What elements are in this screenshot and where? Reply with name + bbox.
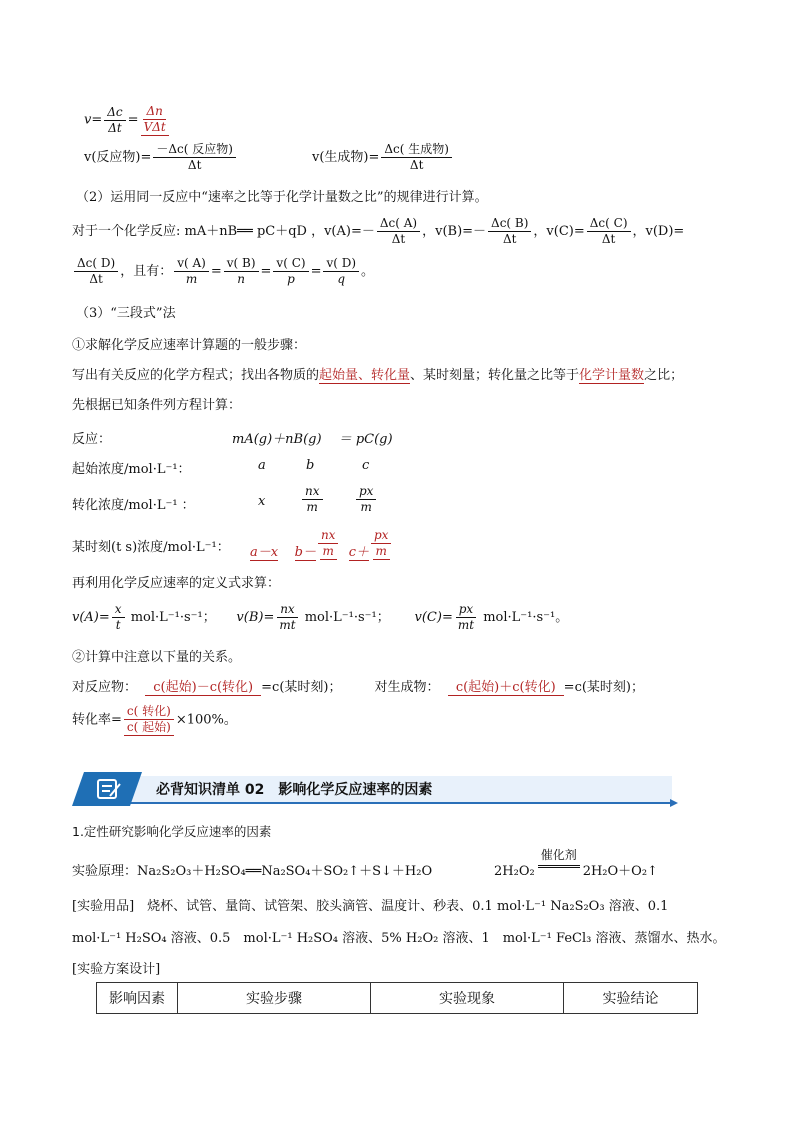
row-reaction-label: 反应：: [72, 432, 112, 447]
row-start-a: a: [258, 458, 266, 473]
table-header-row: [97, 983, 698, 1014]
row-conversion-b: $\frac{nx}{m}$: [300, 484, 325, 515]
notepad-icon: [72, 772, 142, 806]
row-reaction-equation: mA(g)＋nB(g) ＝ pC(g): [232, 432, 393, 447]
note-title: ②计算中注意以下量的关系。: [72, 650, 242, 665]
table-header-cell: 实验步骤: [178, 983, 371, 1014]
list-intro: 先根据已知条件列方程计算：: [72, 398, 242, 413]
row-conversion-label: 转化浓度/mol·L⁻¹ ：: [72, 498, 195, 513]
experiment-design-table: [96, 982, 698, 1014]
rate-ratio-line-1: 对于一个化学反应: mA＋nB══ pC＋qD ，v(A)=－ $\frac{\Delta c( A)}{\Delta t}$ ，v(B)=－ $\frac{\Delta c( B)}{\Delta t}$ ，v(C)= $\frac{\Delta c( C)}{\Delta t}$ ，v(D)=: [72, 216, 685, 246]
part-1-heading: 1.定性研究影响化学反应速率的因素: [72, 824, 272, 839]
principle-line: 实验原理：Na₂S₂O₃＋H₂SO₄══Na₂SO₄＋SO₂↑＋S↓＋H₂O: [72, 864, 433, 879]
table-header-cell: 实验结论: [564, 983, 698, 1014]
row-time-label: 某时刻(t s)浓度/mol·L⁻¹：: [72, 540, 230, 555]
row-start-c: c: [362, 458, 370, 473]
fraction-dn-vdt: $\frac{\Delta n}{\text{VΔt}}$: [141, 104, 169, 136]
rate-formulas: v(A)= $\frac{x}{t}$ mol·L⁻¹·s⁻¹； v(B)= $\frac{nx}{mt}$ mol·L⁻¹·s⁻¹； v(C)= $\frac{px}{mt}$ mol·L⁻¹·s⁻¹。: [72, 602, 569, 632]
reactant-relation-answer: c(起始)－c(转化): [145, 680, 261, 696]
materials-line-2: mol·L⁻¹ H₂SO₄ 溶液、0.5 mol·L⁻¹ H₂SO₄ 溶液、5% H₂O₂ 溶液、1 mol·L⁻¹ FeCl₃ 溶液、蒸馏水、热水。: [72, 931, 726, 946]
materials-line-1: [实验用品] 烧杯、试管、量筒、试管架、胶头滴管、温度计、秒表、0.1 mol·L⁻¹ Na₂S₂O₃ 溶液、0.1: [72, 899, 669, 914]
rate-product-formula: v(生成物)= $\frac{\text{Δc( 生成物)}}{\Delta t}$: [312, 142, 454, 173]
row-conversion-c: $\frac{px}{m}$: [354, 484, 378, 515]
table-header-cell: 影响因素: [97, 983, 178, 1014]
steps-title: ①求解化学反应速率计算题的一般步骤：: [72, 338, 307, 353]
steps-highlight-1: 起始量、转化量: [319, 368, 411, 383]
section-banner: [72, 772, 678, 806]
conversion-rate-formula: 转化率= $\frac{\text{c( 转化)}}{\text{c( 起始)}}$ ×100%。: [72, 704, 237, 734]
rate-definition-formula: v= $\frac{\Delta c}{\Delta t}$ = $\frac{\Delta n}{\text{VΔt}}$: [84, 104, 171, 136]
relation-line: 对反应物： c(起始)－c(转化) =c(某时刻)； 对生成物： c(起始)＋c(转化) =c(某时刻)；: [72, 680, 644, 695]
rate-reactant-formula: v(反应物)= $\frac{\text{－Δc( 反应物)}}{\Delta t}$: [84, 142, 238, 173]
section-3-heading: （3）“三段式”法: [76, 306, 176, 321]
row-start-label: 起始浓度/mol·L⁻¹：: [72, 462, 191, 477]
peroxide-equation: 2H₂O₂ 催化剂 2H₂O＋O₂↑: [494, 848, 658, 879]
rate-ratio-line-2: $\frac{\Delta c( D)}{\Delta t}$ ，且有： $\frac{v( A)}{m}$ = $\frac{v( B)}{n}$ = $\frac{v( C)}{p}$ = $\frac{v( D)}{q}$ 。: [72, 256, 374, 287]
row-start-b: b: [306, 458, 315, 473]
v-symbol: v: [84, 112, 92, 128]
banner-title: 必背知识清单 02 影响化学反应速率的因素: [156, 782, 433, 798]
row-conversion-a: x: [258, 494, 266, 509]
steps-highlight-2: 化学计量数: [579, 368, 645, 383]
section-2-heading: （2）运用同一反应中“速率之比等于化学计量数之比”的规律进行计算。: [76, 190, 488, 205]
rate-intro: 再利用化学反应速率的定义式求算：: [72, 576, 281, 591]
design-label: [实验方案设计]: [72, 962, 161, 977]
row-time-values: a－x b－ $\frac{nx}{m}$ c＋ $\frac{px}{m}$: [250, 528, 393, 560]
table-header-cell: 实验现象: [371, 983, 564, 1014]
fraction-dc-dt: $\frac{\Delta c}{\Delta t}$: [104, 105, 125, 136]
steps-text: 写出有关反应的化学方程式；找出各物质的起始量、转化量、某时刻量；转化量之比等于化学计量数之比；: [72, 368, 684, 383]
product-relation-answer: c(起始)＋c(转化): [448, 680, 564, 696]
